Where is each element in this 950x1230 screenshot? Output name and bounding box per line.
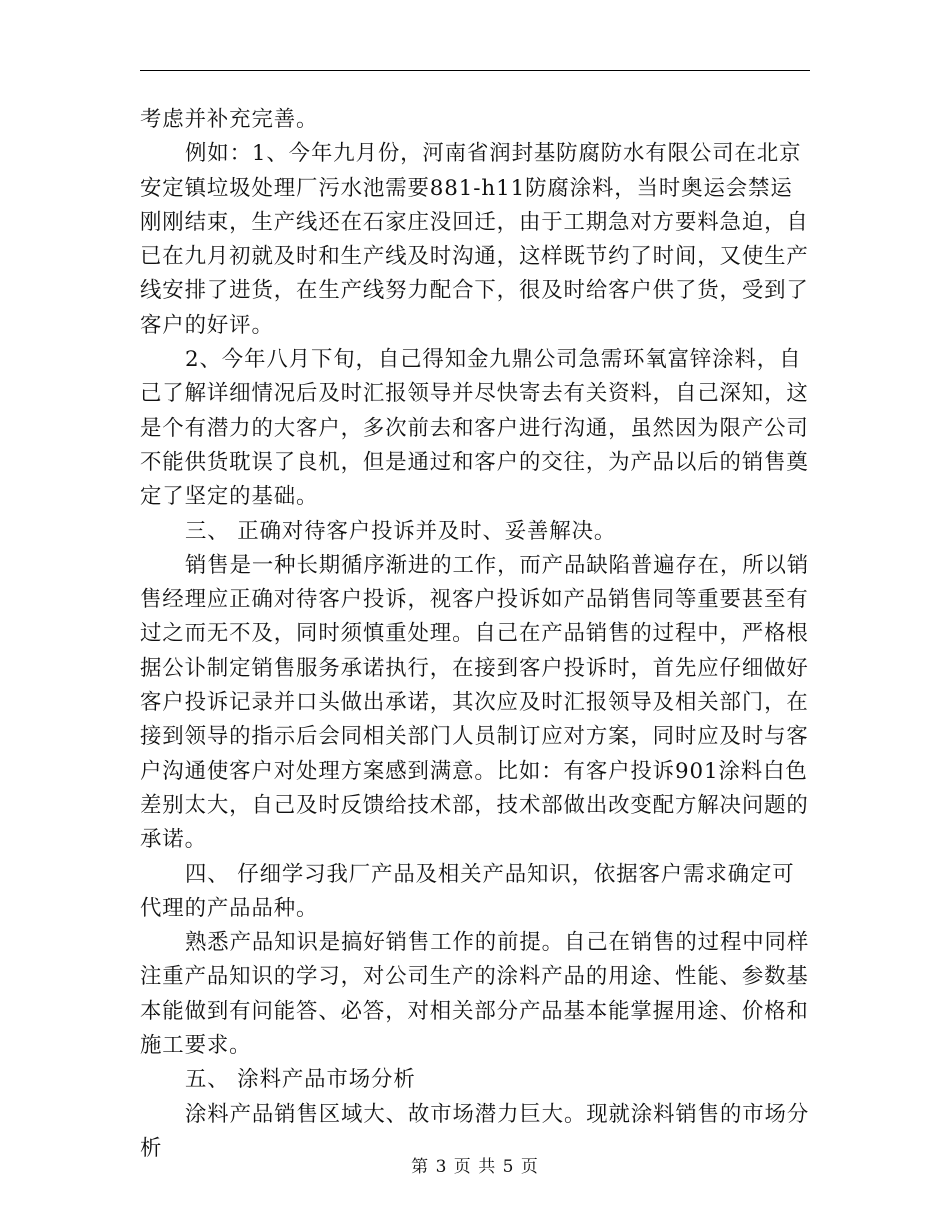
paragraph-5: 销售是一种长期循序渐进的工作，而产品缺陷普遍存在，所以销售经理应正确对待客户投诉，视客户投诉如产品销售同等重要甚至有过之而无不及，同时须慎重处理。自己在产品销售的过程中，严格根据公讣制定销售服务承诺执行，在接到客户投诉时，首先应仔细做好客户投诉记录并口头做出承诺，其次应及时汇报领导及相关部门，在接到领导的指示后会同相关部门人员制订应对方案，同时应及时与客户沟通使客户对处理方案感到满意。比如：有客户投诉901涂料白色差别太大，自己及时反馈给技术部，技术部做出改变配方解决问题的承诺。: [140, 552, 810, 853]
page-footer: 第 3 页 共 5 页: [411, 1157, 539, 1177]
paragraph-9: 涂料产品销售区域大、故市场潜力巨大。现就涂料销售的市场分析: [140, 1101, 810, 1161]
paragraph-3: 2、今年八月下旬，自己得知金九鼎公司急需环氧富锌涂料，自己了解详细情况后及时汇报领导并尽快寄去有关资料，自己深知，这是个有潜力的大客户，多次前去和客户进行沟通，虽然因为限产公司不能供货耽误了良机，但是通过和客户的交往，为产品以后的销售奠定了坚定的基础。: [140, 347, 809, 510]
section-heading-3: 三、 正确对待客户投诉并及时、妥善解决。: [185, 518, 617, 544]
document-body: [140, 103, 812, 1166]
section-heading-4: 四、 仔细学习我厂产品及相关产品知识，依据客户需求确定可代理的产品品种。: [140, 861, 795, 921]
section-heading-5: 五、 涂料产品市场分析: [185, 1067, 416, 1093]
paragraph-2: 例如：1、今年九月份，河南省润封基防腐防水有限公司在北京安定镇垃圾处理厂污水池需要881-h11防腐涂料，当时奥运会禁运刚刚结束，生产线还在石家庄没回迁，由于工期急对方要料急迫，自已在九月初就及时和生产线及时沟通，这样既节约了时间，又使生产线安排了进货，在生产线努力配合下，很及时给客户供了货，受到了客户的好评。: [140, 141, 809, 338]
paragraph-1: 考虑并补充完善。: [140, 107, 319, 132]
header-rule: [140, 70, 810, 71]
paragraph-7: 熟悉产品知识是搞好销售工作的前提。自己在销售的过程中同样注重产品知识的学习，对公司生产的涂料产品的用途、性能、参数基本能做到有问能答、必答，对相关部分产品基本能掌握用途、价格和施工要求。: [140, 930, 810, 1059]
